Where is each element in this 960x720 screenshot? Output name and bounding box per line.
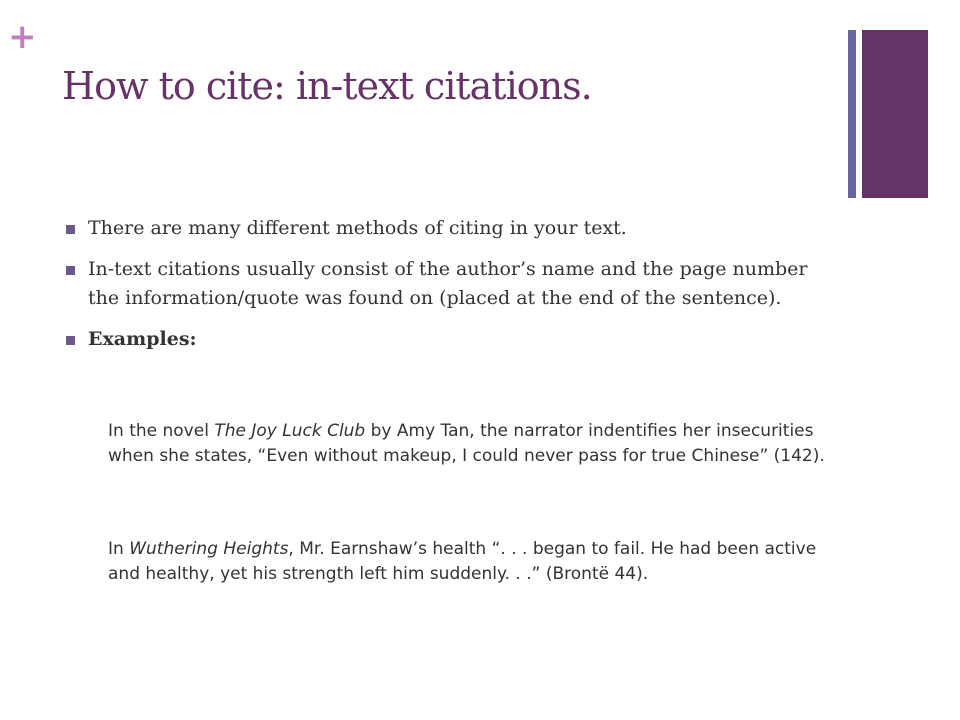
square-bullet-icon xyxy=(66,336,75,345)
bullet-list xyxy=(64,214,824,354)
bullet-item-examples xyxy=(64,325,824,354)
example-text: In the novel xyxy=(108,421,215,441)
example-paragraph-1 xyxy=(108,419,838,469)
book-title: The Joy Luck Club xyxy=(214,421,366,441)
bullet-text: In-text citations usually consist of the author’s name and the page number the information/quote was found on (placed at the end of the sentence). xyxy=(88,258,808,309)
square-bullet-icon xyxy=(66,225,75,234)
bullet-item xyxy=(64,255,824,313)
example-paragraph-2 xyxy=(108,537,838,587)
plus-icon: + xyxy=(8,17,37,57)
slide-title: How to cite: in-text citations. xyxy=(62,64,592,108)
bullet-text: Examples: xyxy=(88,328,197,350)
example-text: by Amy Tan, the narrator indentifies her insecurities when she states, “Even without makeup, I could never pass for true Chinese” (142). xyxy=(108,421,825,466)
example-text: In xyxy=(108,539,130,559)
book-title: Wuthering Heights xyxy=(129,539,289,559)
bullet-item xyxy=(64,214,824,243)
bullet-text: There are many different methods of citing in your text. xyxy=(88,217,627,239)
square-bullet-icon xyxy=(66,266,75,275)
example-text: , Mr. Earnshaw’s health “. . . began to fail. He had been active and healthy, yet his strength left him suddenly. . .” (Brontë 44). xyxy=(108,539,817,584)
decorative-bar-thick xyxy=(862,30,928,198)
decorative-bar-thin xyxy=(848,30,856,198)
